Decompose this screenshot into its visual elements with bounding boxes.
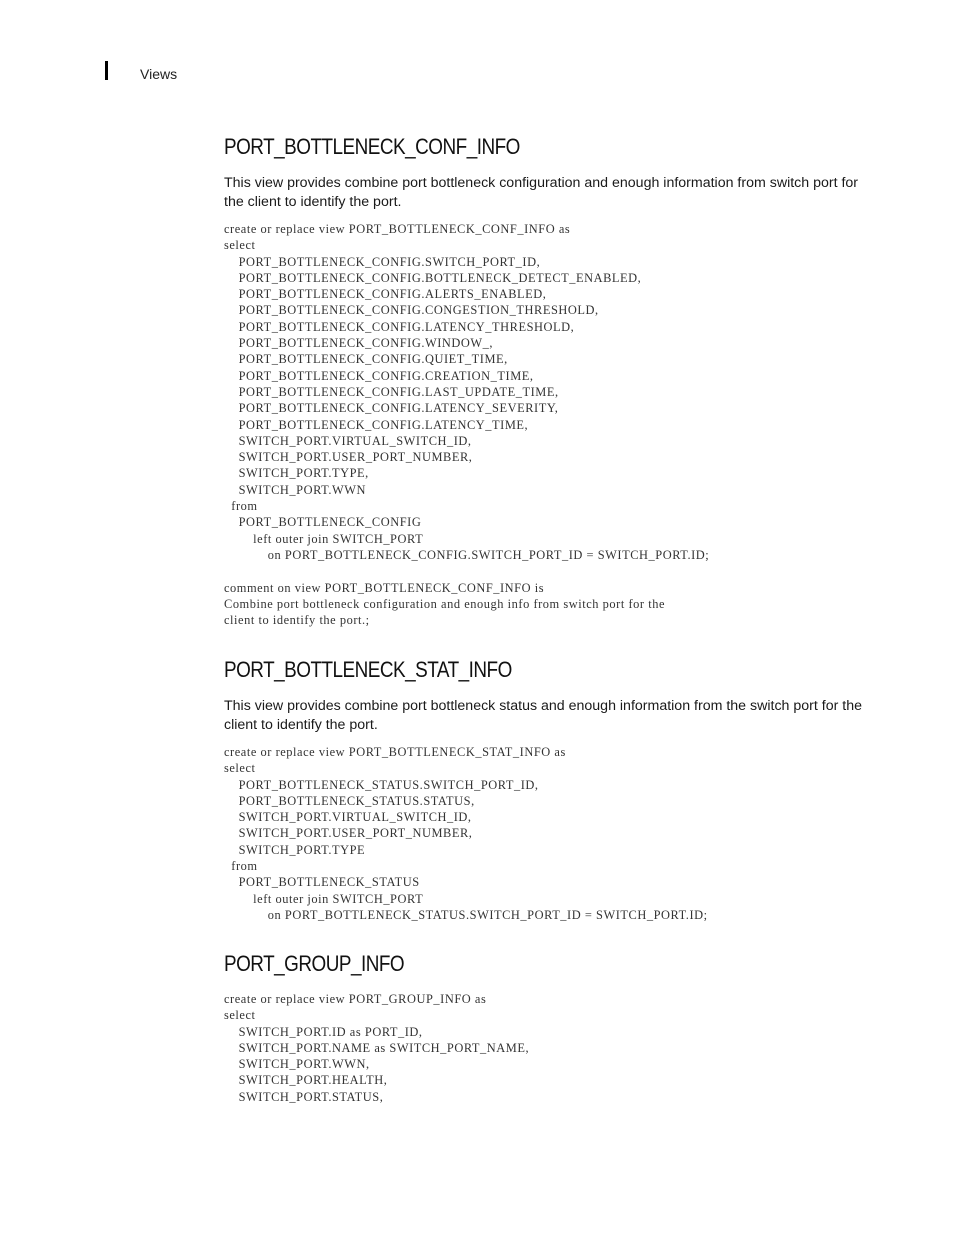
- code-block-port-group-info: create or replace view PORT_GROUP_INFO as select SWITCH_PORT.ID as PORT_ID, SWITCH_PORT.NAME as SWITCH_PORT_NAME, SWITCH_PORT.WWN, SWITCH_PORT.HEALTH, SWITCH_PORT.STATUS,: [224, 992, 530, 1104]
- running-header: Views: [140, 66, 178, 82]
- chapter-marker-bar: [105, 61, 108, 80]
- section-description-port-bottleneck-stat-info: This view provides combine port bottleneck status and enough information from the switch port for the client to identify the port.: [224, 698, 862, 733]
- section-title-port-bottleneck-stat-info: PORT_BOTTLENECK_STAT_INFO: [224, 657, 512, 682]
- section-title-port-bottleneck-conf-info: PORT_BOTTLENECK_CONF_INFO: [224, 134, 520, 159]
- code-block-port-bottleneck-stat-info: create or replace view PORT_BOTTLENECK_STAT_INFO as select PORT_BOTTLENECK_STATUS.SWITCH_PORT_ID, PORT_BOTTLENECK_STATUS.STATUS, SWITCH_PORT.VIRTUAL_SWITCH_ID, SWITCH_PORT.USER_PORT_NUMBER, SWITCH_PORT.TYPE from PORT_BOTTLENECK_STATUS left outer join SWITCH_PORT on PORT_BOTTLENECK_STATUS.SWITCH_PORT_ID = SWITCH_PORT.ID;: [224, 745, 708, 922]
- section-description-port-bottleneck-conf-info: This view provides combine port bottleneck configuration and enough information from switch port for the client to identify the port.: [224, 175, 859, 210]
- code-block-port-bottleneck-conf-info: create or replace view PORT_BOTTLENECK_CONF_INFO as select PORT_BOTTLENECK_CONFIG.SWITCH_PORT_ID, PORT_BOTTLENECK_CONFIG.BOTTLENECK_DETECT_ENABLED, PORT_BOTTLENECK_CONFIG.ALERTS_ENABLED, PORT_BOTTLENECK_CONFIG.CONGESTION_THRESHOLD, PORT_BOTTLENECK_CONFIG.LATENCY_THRESHOLD, PORT_BOTTLENECK_CONFIG.WINDOW_, PORT_BOTTLENECK_CONFIG.QUIET_TIME, PORT_BOTTLENECK_CONFIG.CREATION_TIME, PORT_BOTTLENECK_CONFIG.LAST_UPDATE_TIME, PORT_BOTTLENECK_CONFIG.LATENCY_SEVERITY, PORT_BOTTLENECK_CONFIG.LATENCY_TIME, SWITCH_PORT.VIRTUAL_SWITCH_ID, SWITCH_PORT.USER_PORT_NUMBER, SWITCH_PORT.TYPE, SWITCH_PORT.WWN from PORT_BOTTLENECK_CONFIG left outer join SWITCH_PORT on PORT_BOTTLENECK_CONFIG.SWITCH_PORT_ID = SWITCH_PORT.ID; comment on view PORT_BOTTLENECK_CONF_INFO is Combine port bottleneck configuration and enough info from switch port for the client to identify the port.;: [224, 222, 710, 628]
- section-title-port-group-info: PORT_GROUP_INFO: [224, 951, 405, 976]
